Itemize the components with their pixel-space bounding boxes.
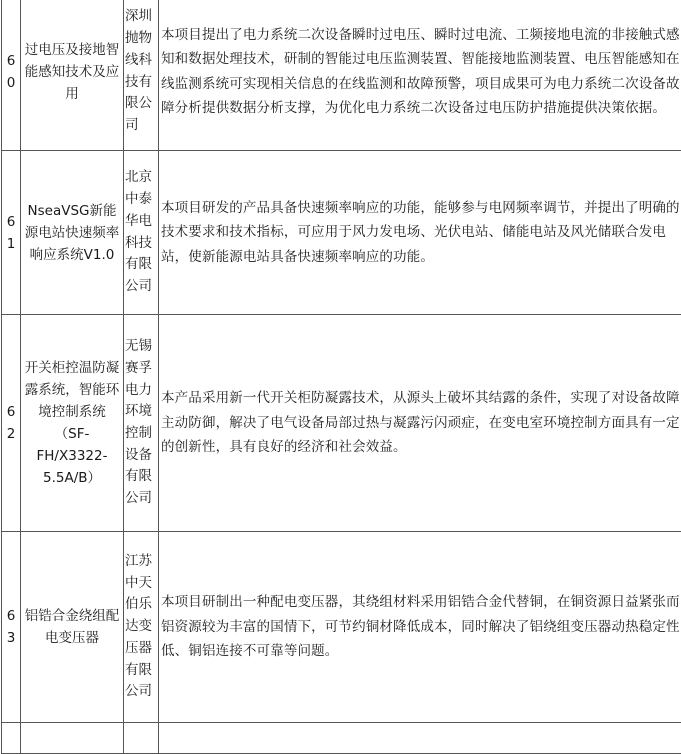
organization-name: 深圳抛物线科技有限公司 <box>125 6 158 136</box>
table-row <box>2 0 681 151</box>
project-description: 本项目研发的产品具备快速频率响应的功能，能够参与电网频率调节，并提出了明确的技术要求和技术指标，可应用于风力发电场、光伏电站、储能电站及风光储联合发电站，使新能源电站具备快速频率响应的功能。 <box>161 196 681 270</box>
table-row <box>2 315 681 532</box>
project-description: 本产品采用新一代开关柜防凝露技术，从源头上破坏其结露的条件，实现了对设备故障主动防御，解决了电气设备局部过热与凝露污闪顽症，在变电室环境控制方面具有一定的创新性，具有良好的经济和社会效益。 <box>161 386 681 460</box>
project-name-cell <box>21 723 124 754</box>
organization-cell <box>124 0 159 151</box>
organization-name: 北京中泰华电科技有限公司 <box>125 167 158 297</box>
row-number-digit: 6 <box>2 401 20 423</box>
project-name-cell <box>21 151 124 315</box>
description-cell <box>159 315 681 532</box>
project-name: 铝锆合金绕组配电变压器 <box>23 605 121 649</box>
project-name-cell <box>21 315 124 532</box>
project-name: NseaVSG新能源电站快速频率响应系统V1.0 <box>23 200 121 266</box>
row-number-cell <box>2 723 21 754</box>
description-cell <box>159 0 681 151</box>
row-number-digit: 0 <box>2 72 20 94</box>
project-table <box>1 0 681 754</box>
project-name-cell <box>21 0 124 151</box>
table-row <box>2 151 681 315</box>
organization-cell <box>124 151 159 315</box>
project-name: 开关柜控温防凝露系统，智能环境控制系统（SF-FH/X3322-5.5A/B） <box>23 357 121 489</box>
organization-name: 无锡赛孚电力环境控制设备有限公司 <box>125 336 158 510</box>
row-number-digit: 6 <box>2 605 20 627</box>
organization-cell <box>124 532 159 723</box>
row-number-cell <box>2 532 21 723</box>
row-number-digit: 6 <box>2 211 20 233</box>
row-number-digit: 6 <box>2 50 20 72</box>
organization-cell <box>124 315 159 532</box>
organization-name: 江苏中天伯乐达变压器有限公司 <box>125 551 158 703</box>
project-name: 过电压及接地智能感知技术及应用 <box>23 39 121 105</box>
row-number-digit: 2 <box>2 423 20 445</box>
row-number-cell <box>2 151 21 315</box>
description-cell <box>159 151 681 315</box>
description-cell <box>159 723 681 754</box>
row-number-cell <box>2 315 21 532</box>
table-row <box>2 532 681 723</box>
row-number-digit: 3 <box>2 627 20 649</box>
project-name-cell <box>21 532 124 723</box>
project-description: 本项目研制出一种配电变压器，其绕组材料采用铝锆合金代替铜，在铜资源日益紧张而铝资源较为丰富的国情下，可节约铜材降低成本，同时解决了铝绕组变压器动热稳定性低、铜铝连接不可靠等问题。 <box>161 590 681 664</box>
row-number-digit: 1 <box>2 233 20 255</box>
table-row <box>2 723 681 754</box>
row-number-cell <box>2 0 21 151</box>
organization-cell <box>124 723 159 754</box>
description-cell <box>159 532 681 723</box>
project-description: 本项目提出了电力系统二次设备瞬时过电压、瞬时过电流、工频接地电流的非接触式感知和数据处理技术，研制的智能过电压监测装置、智能接地监测装置、电压智能感知在线监测系统可实现相关信息的在线监测和故障预警，项目成果可为电力系统二次设备故障分析提供数据分析支撑，为优化电力系统二次设备过电压防护措施提供决策依据。 <box>161 23 681 121</box>
